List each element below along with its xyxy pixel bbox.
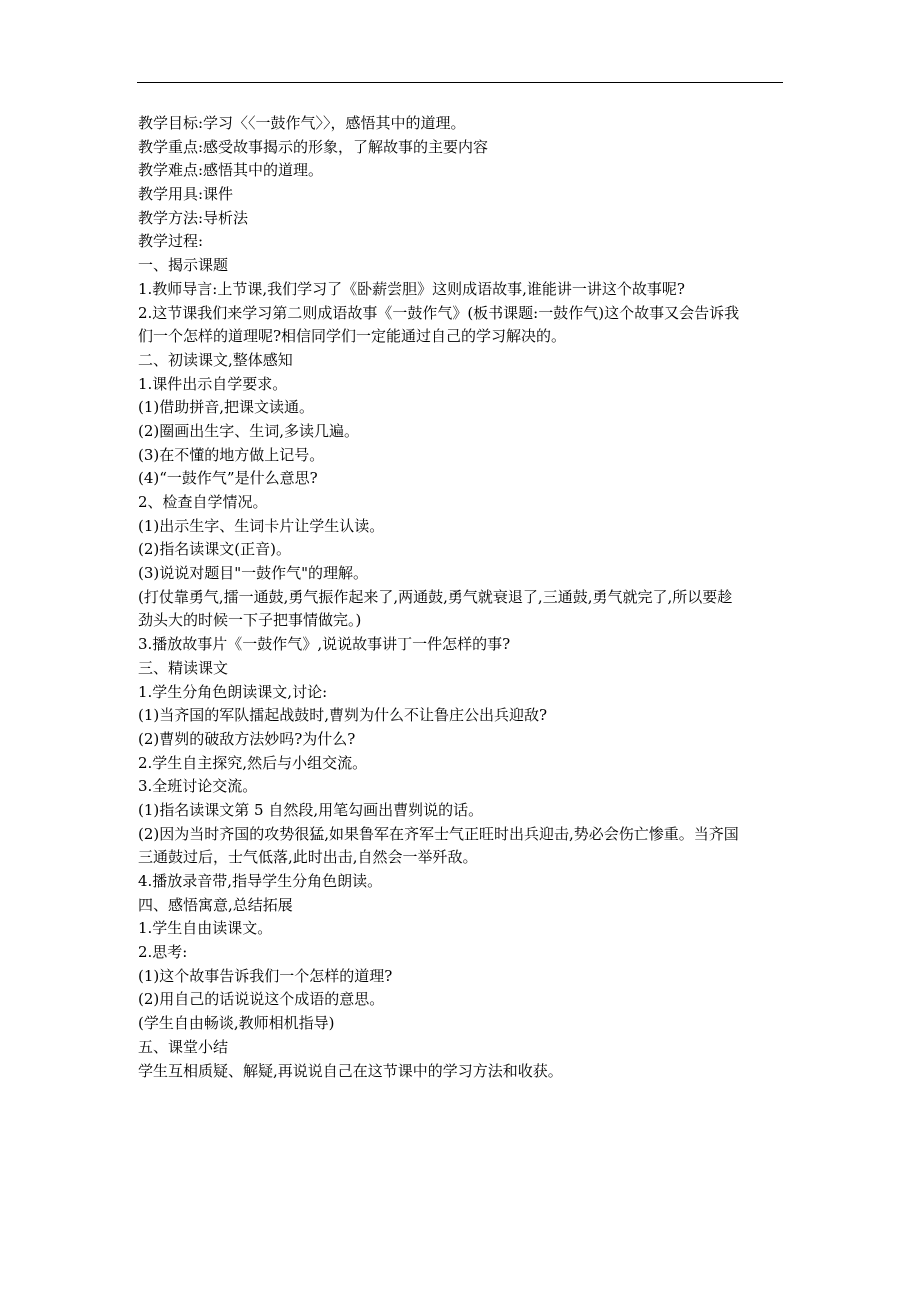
teaching-focus-line: 教学重点:感受故事揭示的形象，了解故事的主要内容: [138, 137, 489, 156]
list-item: (4)“一鼓作气”是什么意思?: [138, 469, 318, 488]
paragraph-line: 2、检查自学情况。: [138, 493, 268, 511]
list-item: (2)圈画出生字、生词,多读几遍。: [138, 421, 360, 440]
paragraph-line: 1.学生分角色朗读课文,讨论:: [138, 682, 328, 701]
list-item: (1)借助拼音,把课文读通。: [138, 398, 315, 417]
paragraph-line: 3.播放故事片《一鼓作气》,说说故事讲丁一件怎样的事?: [138, 635, 511, 654]
teaching-process-heading: 教学过程:: [138, 232, 204, 251]
list-item: (1)指名读课文第 5 自然段,用笔勾画出曹刿说的话。: [138, 800, 484, 819]
section-heading-2: 二、初读课文,整体感知: [138, 350, 293, 369]
paragraph-line: 2.这节课我们来学习第二则成语故事《一鼓作气》(板书课题:一鼓作气)这个故事又会告诉我: [138, 303, 740, 322]
document-body: [138, 112, 786, 1083]
list-item: (1)出示生字、生词卡片让学生认读。: [138, 516, 385, 535]
teaching-method-line: 教学方法:导析法: [138, 208, 249, 227]
paragraph-line: 4.播放录音带,指导学生分角色朗读。: [138, 872, 383, 890]
list-item: (2)指名读课文(正音)。: [138, 540, 291, 559]
paragraph-line: 1.课件出示自学要求。: [138, 374, 288, 393]
list-item: (3)说说对题目"一鼓作气"的理解。: [138, 564, 369, 583]
paragraph-line: 三通鼓过后，士气低落,此时出击,自然会一举歼敌。: [138, 848, 478, 867]
paragraph-line: 学生互相质疑、解疑,再说说自己在这节课中的学习方法和收获。: [138, 1061, 563, 1080]
section-heading-4: 四、感悟寓意,总结拓展: [138, 895, 293, 914]
teaching-difficulty-line: 教学难点:感悟其中的道理。: [138, 161, 324, 180]
section-heading-3: 三、精读课文: [138, 658, 229, 677]
paragraph-line: 们一个怎样的道理呢?相信同学们一定能通过自己的学习解决的。: [138, 327, 567, 346]
list-item: (3)在不懂的地方做上记号。: [138, 445, 325, 464]
paragraph-line: 3.全班讨论交流。: [138, 777, 258, 796]
paragraph-line: (打仗靠勇气,擂一通鼓,勇气振作起来了,两通鼓,勇气就衰退了,三通鼓,勇气就完了,所以要趁: [138, 587, 733, 606]
list-item: (2)因为当时齐国的攻势很猛,如果鲁军在齐军士气正旺时出兵迎击,势必会伤亡惨重。当齐国: [138, 824, 739, 843]
header-rule: [137, 82, 783, 83]
teaching-goal-line: 教学目标:学习〈〈一鼓作气〉〉，感悟其中的道理。: [138, 114, 466, 132]
paragraph-line: 劲头大的时候一下子把事情做完。): [138, 611, 362, 630]
paragraph-line: 1.学生自由读课文。: [138, 919, 273, 938]
list-item: (2)曹刿的破敌方法妙吗?为什么?: [138, 729, 356, 748]
paragraph-line: (学生自由畅谈,教师相机指导): [138, 1014, 335, 1033]
list-item: (1)当齐国的军队擂起战鼓时,曹刿为什么不让鲁庄公出兵迎敌?: [138, 706, 548, 725]
paragraph-line: 2.思考:: [138, 943, 188, 962]
teaching-tools-line: 教学用具:课件: [138, 185, 234, 204]
list-item: (2)用自己的话说说这个成语的意思。: [138, 990, 385, 1009]
section-heading-1: 一、揭示课题: [138, 256, 229, 275]
paragraph-line: 2.学生自主探究,然后与小组交流。: [138, 753, 368, 772]
list-item: (1)这个故事告诉我们一个怎样的道理?: [138, 966, 393, 985]
paragraph-line: 1.教师导言:上节课,我们学习了《卧薪尝胆》这则成语故事,谁能讲一讲这个故事呢?: [138, 279, 685, 298]
section-heading-5: 五、课堂小结: [138, 1037, 229, 1056]
